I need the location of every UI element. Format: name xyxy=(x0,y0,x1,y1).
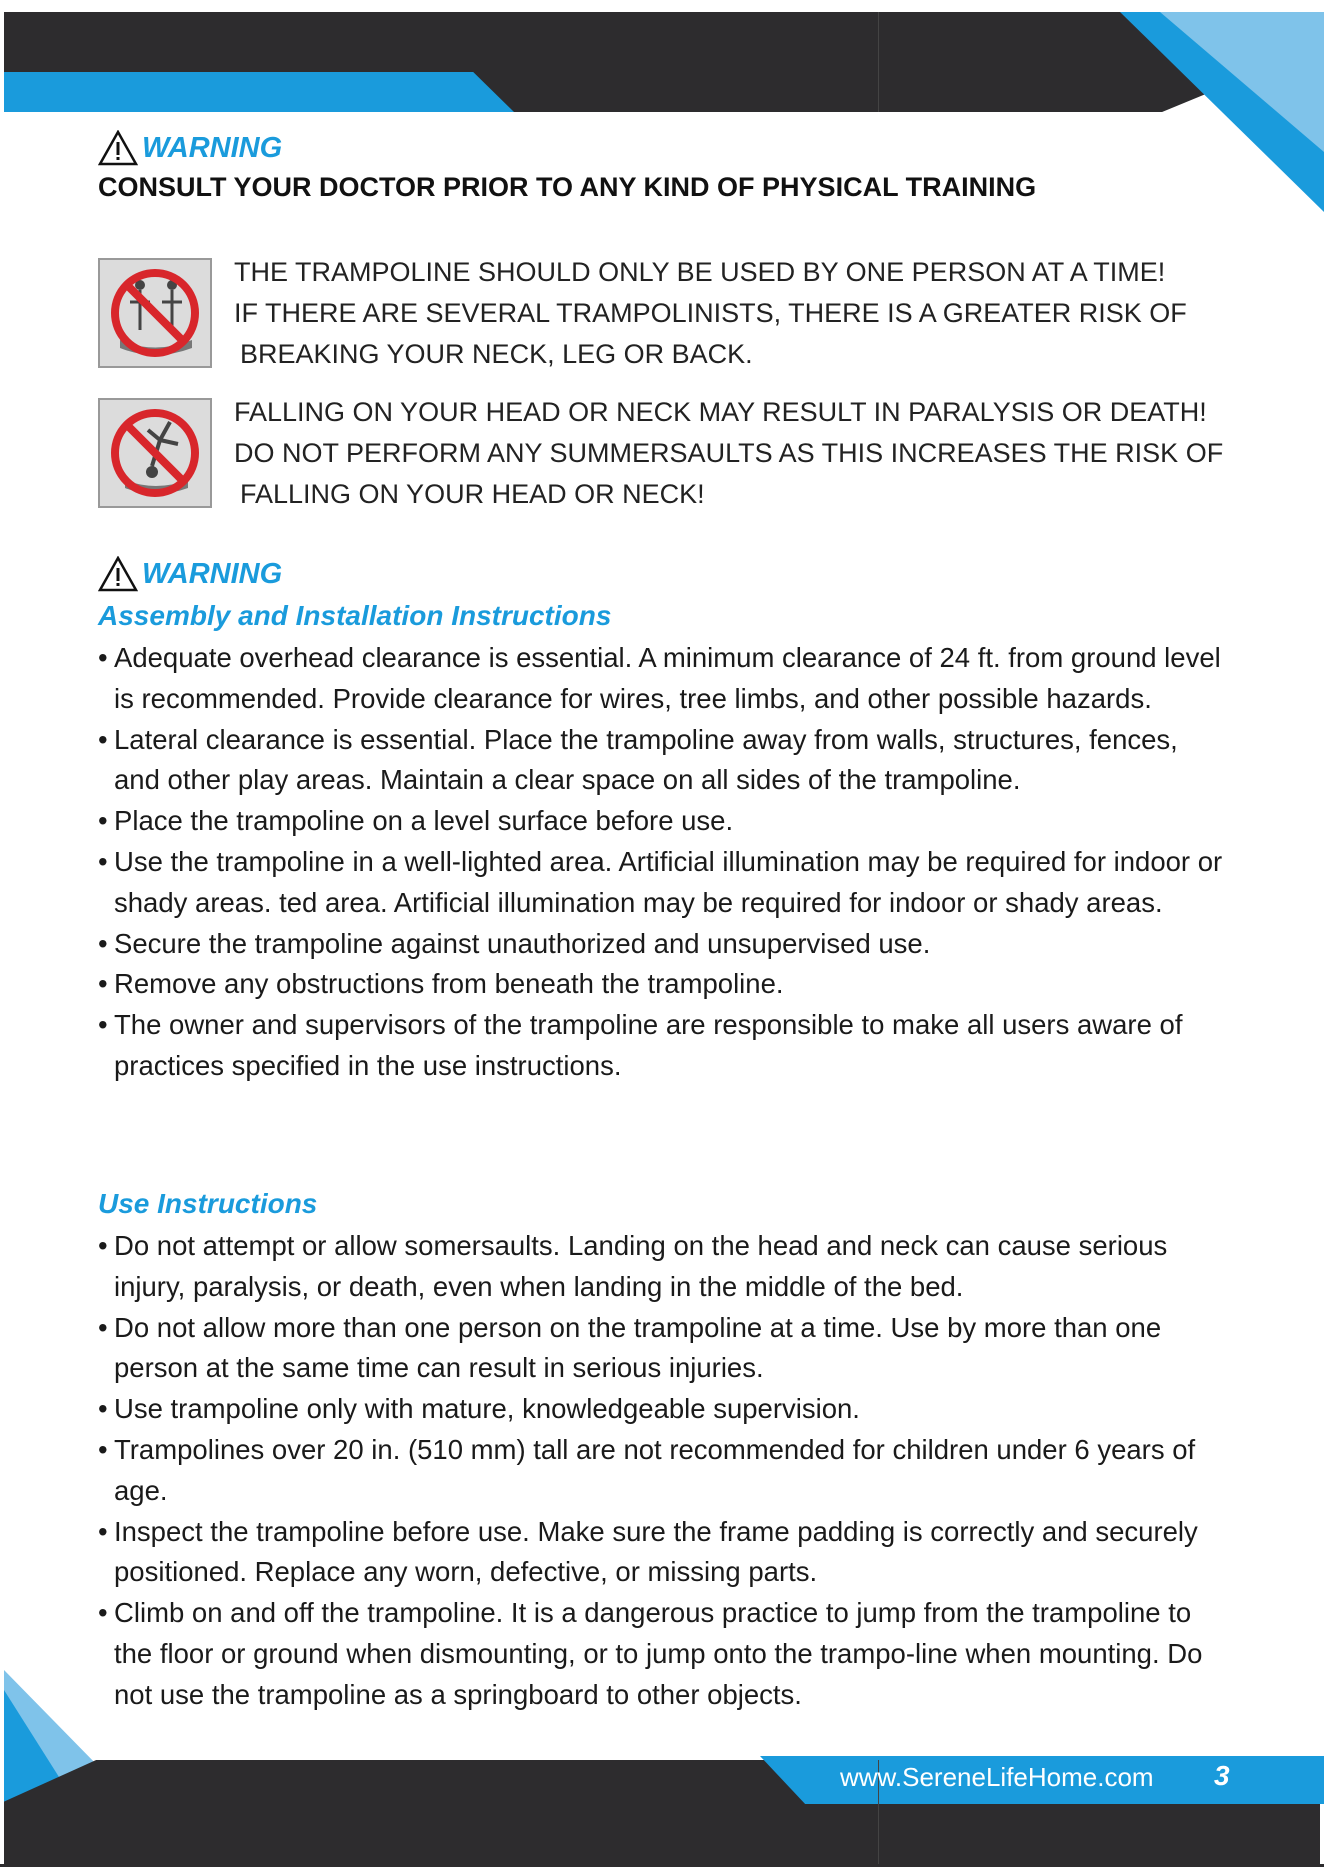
notice-line: FALLING ON YOUR HEAD OR NECK MAY RESULT IN PARALYSIS OR DEATH! xyxy=(234,397,1207,427)
notice-line: BREAKING YOUR NECK, LEG OR BACK. xyxy=(240,339,753,369)
consult-doctor-headline: CONSULT YOUR DOCTOR PRIOR TO ANY KIND OF PHYSICAL TRAINING xyxy=(98,172,1037,202)
list-item: • Place the trampoline on a level surface before use. xyxy=(98,801,1228,842)
list-item: • Do not allow more than one person on the trampoline at a time. Use by more than one person at the same time can result in serious injuries. xyxy=(98,1308,1228,1390)
header-divider xyxy=(878,12,879,112)
notice-line: DO NOT PERFORM ANY SUMMERSAULTS AS THIS INCREASES THE RISK OF xyxy=(234,438,1224,468)
list-item: • Remove any obstructions from beneath the trampoline. xyxy=(98,964,1228,1005)
list-item: • Use the trampoline in a well-lighted area. Artificial illumination may be required for indoor or shady areas. ted area. Artificial illumination may be required for indoor or shady areas. xyxy=(98,842,1228,924)
footer-bottom-rule xyxy=(0,1864,1324,1867)
no-multiple-jumpers-icon xyxy=(98,258,212,368)
header-accent-stripe xyxy=(4,72,514,112)
notice-line: IF THERE ARE SEVERAL TRAMPOLINISTS, THERE IS A GREATER RISK OF xyxy=(234,298,1187,328)
warning-heading xyxy=(98,130,282,166)
use-instructions-list xyxy=(98,1226,1228,1716)
list-item: • The owner and supervisors of the trampoline are responsible to make all users aware of practices specified in the use instructions. xyxy=(98,1005,1228,1087)
list-item: • Secure the trampoline against unauthorized and unsupervised use. xyxy=(98,924,1228,965)
website-link[interactable]: www.SereneLifeHome.com xyxy=(840,1762,1154,1792)
list-item: • Inspect the trampoline before use. Make sure the frame padding is correctly and securely positioned. Replace any worn, defective, or missing parts. xyxy=(98,1512,1228,1594)
notice-line: FALLING ON YOUR HEAD OR NECK! xyxy=(240,479,705,509)
assembly-section-heading: Assembly and Installation Instructions xyxy=(98,600,612,631)
notice-line: THE TRAMPOLINE SHOULD ONLY BE USED BY ONE PERSON AT A TIME! xyxy=(234,257,1166,287)
list-item: • Lateral clearance is essential. Place the trampoline away from walls, structures, fences, and other play areas. Maintain a clear space on all sides of the trampoline. xyxy=(98,720,1228,802)
no-somersault-icon xyxy=(98,398,212,508)
warning-label: WARNING xyxy=(142,131,283,164)
list-item: • Use trampoline only with mature, knowledgeable supervision. xyxy=(98,1389,1228,1430)
warning-heading-2 xyxy=(98,556,282,592)
notice-no-somersaults xyxy=(234,392,1223,515)
warning-label: WARNING xyxy=(142,557,283,590)
list-item: • Adequate overhead clearance is essential. A minimum clearance of 24 ft. from ground level is recommended. Provide clearance for wires, tree limbs, and other possible hazards. xyxy=(98,638,1228,720)
list-item: • Trampolines over 20 in. (510 mm) tall are not recommended for children under 6 years of age. xyxy=(98,1430,1228,1512)
assembly-instructions-list xyxy=(98,638,1228,1087)
notice-one-person xyxy=(234,252,1187,375)
list-item: • Do not attempt or allow somersaults. Landing on the head and neck can cause serious injury, paralysis, or death, even when landing in the middle of the bed. xyxy=(98,1226,1228,1308)
warning-triangle-icon xyxy=(98,130,138,166)
use-section-heading: Use Instructions xyxy=(98,1188,318,1219)
page-number: 3 xyxy=(1214,1760,1230,1791)
warning-triangle-icon xyxy=(98,556,138,592)
list-item: • Climb on and off the trampoline. It is a dangerous practice to jump from the trampoline to the floor or ground when dismounting, or to jump onto the trampo-line when mounting. Do not use the trampoline as a springboard to other objects. xyxy=(98,1593,1228,1715)
